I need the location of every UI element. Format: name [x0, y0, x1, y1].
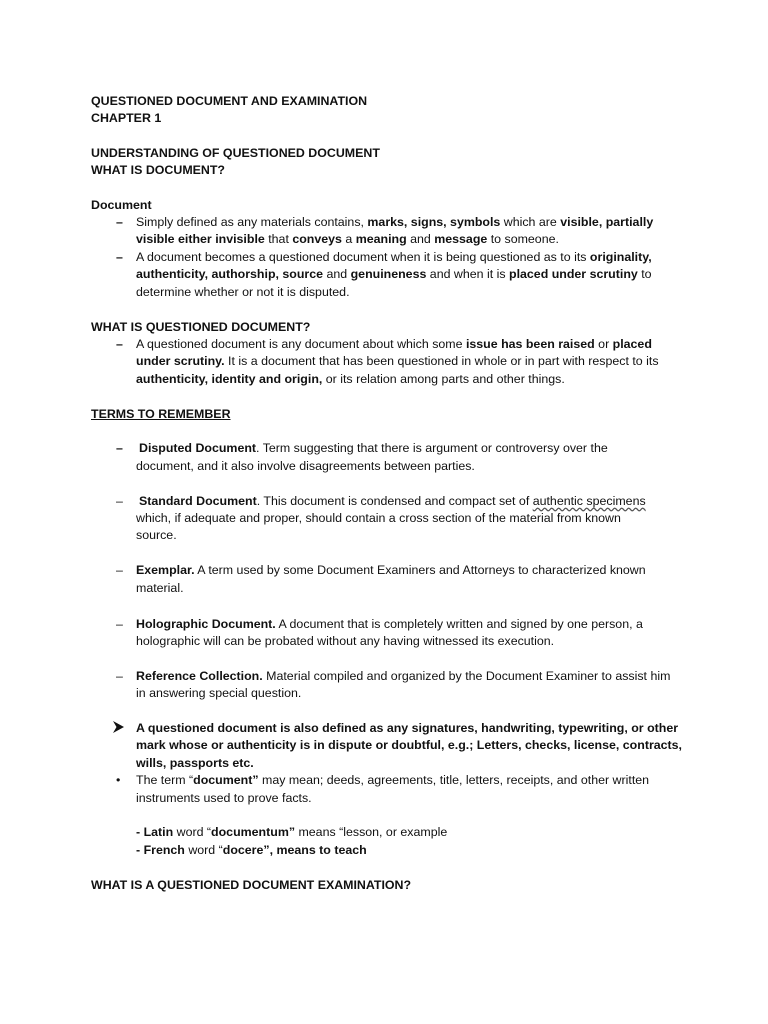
spellcheck-underlined-text: authentic specimens	[532, 494, 646, 508]
section-subheading: WHAT IS DOCUMENT?	[91, 163, 225, 177]
paragraph-line: A questioned document is any document about which some issue has been raised or placed	[136, 337, 652, 351]
term-line: Holographic Document. A document that is completely written and signed by one person, a	[136, 617, 643, 631]
term-line: material.	[136, 581, 184, 595]
paragraph-line: authenticity, authorship, source and genuineness and when it is placed under scrutiny to	[136, 267, 652, 281]
term-line: in answering special question.	[136, 686, 302, 700]
dash-marker: –	[116, 563, 123, 577]
paragraph-line: Simply defined as any materials contains, marks, signs, symbols which are visible, partially	[136, 215, 654, 229]
document-label: Document	[91, 198, 152, 212]
term-line: document, and it also involve disagreements between parties.	[136, 459, 475, 473]
etymology-french: - French word “docere”, means to teach	[136, 843, 367, 857]
paragraph-line: The term “document” may mean; deeds, agreements, title, letters, receipts, and other written	[136, 773, 650, 787]
terms-heading: TERMS TO REMEMBER	[91, 407, 231, 421]
etymology-latin: - Latin word “documentum” means “lesson, or example	[136, 825, 448, 839]
document-title: QUESTIONED DOCUMENT AND EXAMINATION	[91, 94, 368, 108]
term-line: Reference Collection. Material compiled and organized by the Document Examiner to assist him	[136, 669, 671, 683]
paragraph-line: visible either invisible that conveys a meaning and message to someone.	[136, 232, 559, 246]
paragraph-line: A document becomes a questioned document when it is being questioned as to its originality,	[136, 250, 652, 264]
term-line: holographic will can be probated without any having witnessed its execution.	[136, 634, 555, 648]
dash-marker: –	[116, 494, 123, 508]
chapter-label: CHAPTER 1	[91, 111, 162, 125]
definition-line: mark whose or authenticity is in dispute or doubtful, e.g.; Letters, checks, license, contracts,	[136, 738, 683, 752]
term-line: Exemplar. A term used by some Document Examiners and Attorneys to characterized known	[136, 563, 646, 577]
paragraph-line: authenticity, identity and origin, or its relation among parts and other things.	[136, 372, 565, 386]
term-line: Standard Document. This document is condensed and compact set of authentic specimens	[139, 494, 646, 508]
dash-marker: –	[116, 669, 123, 683]
paragraph-line: under scrutiny. It is a document that has been questioned in whole or in part with respect to its	[136, 354, 659, 368]
bullet-dot-icon: •	[116, 773, 121, 787]
term-line: which, if adequate and proper, should contain a cross section of the material from known	[136, 511, 621, 525]
paragraph-line: determine whether or not it is disputed.	[136, 285, 350, 299]
definition-line: wills, passports etc.	[136, 756, 254, 770]
dash-marker: –	[116, 337, 123, 351]
arrow-bullet-icon	[112, 720, 125, 739]
dash-marker: –	[116, 441, 123, 455]
paragraph-line: instruments used to prove facts.	[136, 791, 312, 805]
section-heading: WHAT IS A QUESTIONED DOCUMENT EXAMINATION?	[91, 878, 412, 892]
section-heading: WHAT IS QUESTIONED DOCUMENT?	[91, 320, 311, 334]
dash-marker: –	[116, 250, 123, 264]
definition-line: A questioned document is also defined as any signatures, handwriting, typewriting, or other	[136, 721, 679, 735]
term-line: source.	[136, 528, 177, 542]
dash-marker: –	[116, 215, 123, 229]
dash-marker: –	[116, 617, 123, 631]
term-line: Disputed Document. Term suggesting that there is argument or controversy over the	[139, 441, 608, 455]
section-heading: UNDERSTANDING OF QUESTIONED DOCUMENT	[91, 146, 380, 160]
